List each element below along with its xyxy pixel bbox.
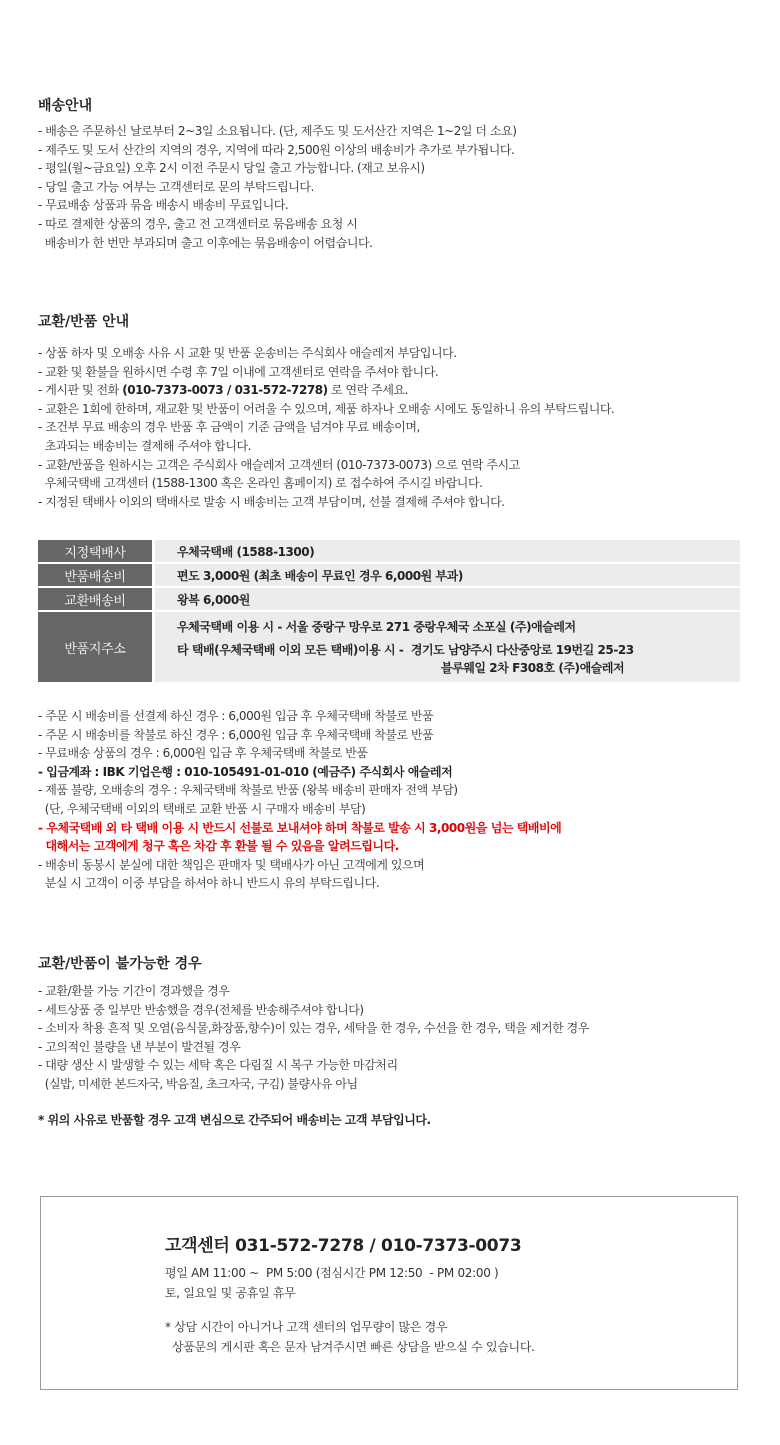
- list-item: - 조건부 무료 배송의 경우 반품 후 금액이 기준 금액을 넘겨야 무료 배송이며,: [38, 420, 420, 435]
- returns-title: 교환/반품 안내: [38, 314, 130, 330]
- not-returnable-section: [38, 954, 742, 1128]
- not-returnable-title: 교환/반품이 불가능한 경우: [38, 956, 202, 972]
- list-item: - 지정된 택배사 이외의 택배사로 발송 시 배송비는 고객 부담이며, 선불 결제해 주셔야 합니다.: [38, 494, 505, 509]
- courier-label: 지정택배사: [38, 540, 152, 562]
- not-returnable-footnote: * 위의 사유로 반품할 경우 고객 변심으로 간주되어 배송비는 고객 부담입니다.: [38, 1112, 431, 1127]
- payment-notes-list: [38, 707, 742, 893]
- customer-center-hours: [165, 1263, 498, 1303]
- list-item: - 무료배송 상품의 경우 : 6,000원 입금 후 우체국택배 착불로 반품: [38, 746, 368, 761]
- list-item: - 교환/환불 가능 기간이 경과했을 경우: [38, 984, 230, 998]
- list-item: - 교환/반품을 원하시는 고객은 주식회사 애슬레저 고객센터 (010-7373-0073) 으로 연락 주시고: [38, 457, 520, 472]
- customer-center-title: 고객센터 031-572-7278 / 010-7373-0073: [165, 1236, 522, 1256]
- table-row: [38, 540, 740, 562]
- return-fee-value: 편도 3,000원 (최초 배송이 무료인 경우 6,000원 부과): [152, 564, 740, 586]
- list-item: - 주문 시 배송비를 착불로 하신 경우 : 6,000원 입금 후 우체국택배 착불로 반품: [38, 727, 434, 742]
- weekend-closed: 토, 일요일 및 공휴일 휴무: [165, 1286, 296, 1300]
- note-line: 상품문의 게시판 혹은 문자 남겨주시면 빠른 상담을 받으실 수 있습니다.: [165, 1340, 535, 1354]
- exchange-fee-value: 왕복 6,000원: [152, 588, 740, 610]
- address-label: 반품지주소: [38, 612, 152, 682]
- shipping-title: 배송안내: [38, 98, 93, 114]
- list-item: - 배송은 주문하신 날로부터 2~3일 소요됩니다. (단, 제주도 및 도서산간 지역은 1~2일 더 소요): [38, 124, 517, 138]
- list-item: 우체국택배 고객센터 (1588-1300 혹은 온라인 홈페이지) 로 접수하여 주시길 바랍니다.: [38, 476, 483, 491]
- exchange-fee-label: 교환배송비: [38, 588, 152, 610]
- warning-line: 대해서는 고객에게 청구 혹은 차감 후 환불 될 수 있음을 알려드립니다.: [38, 839, 399, 854]
- list-item: - 배송비 동봉시 분실에 대한 책임은 판매자 및 택배사가 아닌 고객에게 있으며: [38, 857, 425, 872]
- list-item: - 교환은 1회에 한하며, 재교환 및 반품이 어려울 수 있으며, 제품 하자나 오배송 시에도 동일하니 유의 부탁드립니다.: [38, 401, 615, 416]
- returns-section: [38, 312, 742, 511]
- table-row: [38, 588, 740, 610]
- list-item: 초과되는 배송비는 결제해 주셔야 합니다.: [38, 438, 251, 453]
- list-item: - 제품 불량, 오배송의 경우 : 우체국택배 착불로 반품 (왕복 배송비 판매자 전액 부담): [38, 783, 458, 798]
- note-line: * 상담 시간이 아니거나 고객 센터의 업무량이 많은 경우: [165, 1320, 448, 1334]
- contact-prefix: - 게시판 및 전화: [38, 383, 123, 398]
- list-item: - 평일(월~금요일) 오후 2시 이전 주문시 당일 출고 가능합니다. (재고 보유시): [38, 161, 425, 176]
- list-item: (단, 우체국택배 이외의 택배로 교환 반품 시 구매자 배송비 부담): [38, 801, 366, 816]
- contact-suffix: 로 연락 주세요.: [327, 383, 408, 398]
- list-item: [38, 381, 742, 400]
- list-item: - 교환 및 환불을 원하시면 수령 후 7일 이내에 고객센터로 연락을 주셔야 합니다.: [38, 364, 439, 379]
- bank-account: - 입금계좌 : IBK 기업은행 : 010-105491-01-010 (예금주) 주식회사 애슬레저: [38, 764, 453, 779]
- table-row: [38, 612, 740, 682]
- payment-notes-section: [38, 707, 742, 893]
- address-line-other-cont: 블루웨일 2차 F308호 (주)애슬레저: [441, 660, 625, 675]
- list-item: - 소비자 착용 흔적 및 오염(음식물,화장품,향수)이 있는 경우, 세탁을 한 경우, 수선을 한 경우, 택을 제거한 경우: [38, 1021, 589, 1036]
- courier-value: 우체국택배 (1588-1300): [152, 540, 740, 562]
- table-row: [38, 564, 740, 586]
- address-line-other: 타 택배(우체국택배 이외 모든 택배)이용 시 - 경기도 남양주시 다산중앙로 19번길 25-23: [177, 642, 634, 657]
- list-item: - 고의적인 불량을 낸 부분이 발견될 경우: [38, 1039, 241, 1054]
- list-item: - 상품 하자 및 오배송 사유 시 교환 및 반품 운송비는 주식회사 애슬레저 부담입니다.: [38, 346, 457, 360]
- list-item: - 따로 결제한 상품의 경우, 출고 전 고객센터로 묶음배송 요청 시: [38, 216, 358, 231]
- list-item: 분실 시 고객이 이중 부담을 하셔야 하니 반드시 유의 부탁드립니다.: [38, 876, 380, 891]
- list-item: - 당일 출고 가능 여부는 고객센터로 문의 부탁드립니다.: [38, 179, 314, 194]
- weekday-hours: 평일 AM 11:00 ~ PM 5:00 (점심시간 PM 12:50 - PM 02:00 ): [165, 1266, 499, 1280]
- list-item: 배송비가 한 번만 부과되며 출고 이후에는 묶음배송이 어렵습니다.: [38, 235, 373, 250]
- returns-list: [38, 344, 742, 511]
- list-item: (실밥, 미세한 본드자국, 박음질, 초크자국, 구김) 불량사유 아님: [38, 1076, 358, 1091]
- return-fee-label: 반품배송비: [38, 564, 152, 586]
- return-info-table: [38, 538, 740, 684]
- address-line-post: 우체국택배 이용 시 - 서울 중랑구 망우로 271 중랑우체국 소포실 (주)애슬레저: [177, 619, 576, 634]
- address-value: [152, 612, 740, 682]
- list-item: - 대량 생산 시 발생할 수 있는 세탁 혹은 다림질 시 복구 가능한 마감처리: [38, 1058, 398, 1073]
- list-item: - 제주도 및 도서 산간의 지역의 경우, 지역에 따라 2,500원 이상의 배송비가 추가로 부가됩니다.: [38, 142, 515, 157]
- shipping-list: [38, 122, 742, 252]
- customer-center-box: [40, 1196, 738, 1390]
- warning-line: - 우체국택배 외 타 택배 이용 시 반드시 선불로 보내셔야 하며 착불로 발송 시 3,000원을 넘는 택배비에: [38, 820, 562, 835]
- customer-center-note: [165, 1317, 535, 1357]
- list-item: - 무료배송 상품과 묶음 배송시 배송비 무료입니다.: [38, 198, 289, 213]
- shipping-section: [38, 96, 742, 252]
- contact-phones: (010-7373-0073 / 031-572-7278): [122, 383, 328, 398]
- not-returnable-list: [38, 982, 742, 1094]
- list-item: - 세트상품 중 일부만 반송했을 경우(전체를 반송해주셔야 합니다): [38, 1002, 364, 1017]
- list-item: - 주문 시 배송비를 선결제 하신 경우 : 6,000원 입금 후 우체국택배 착불로 반품: [38, 709, 434, 723]
